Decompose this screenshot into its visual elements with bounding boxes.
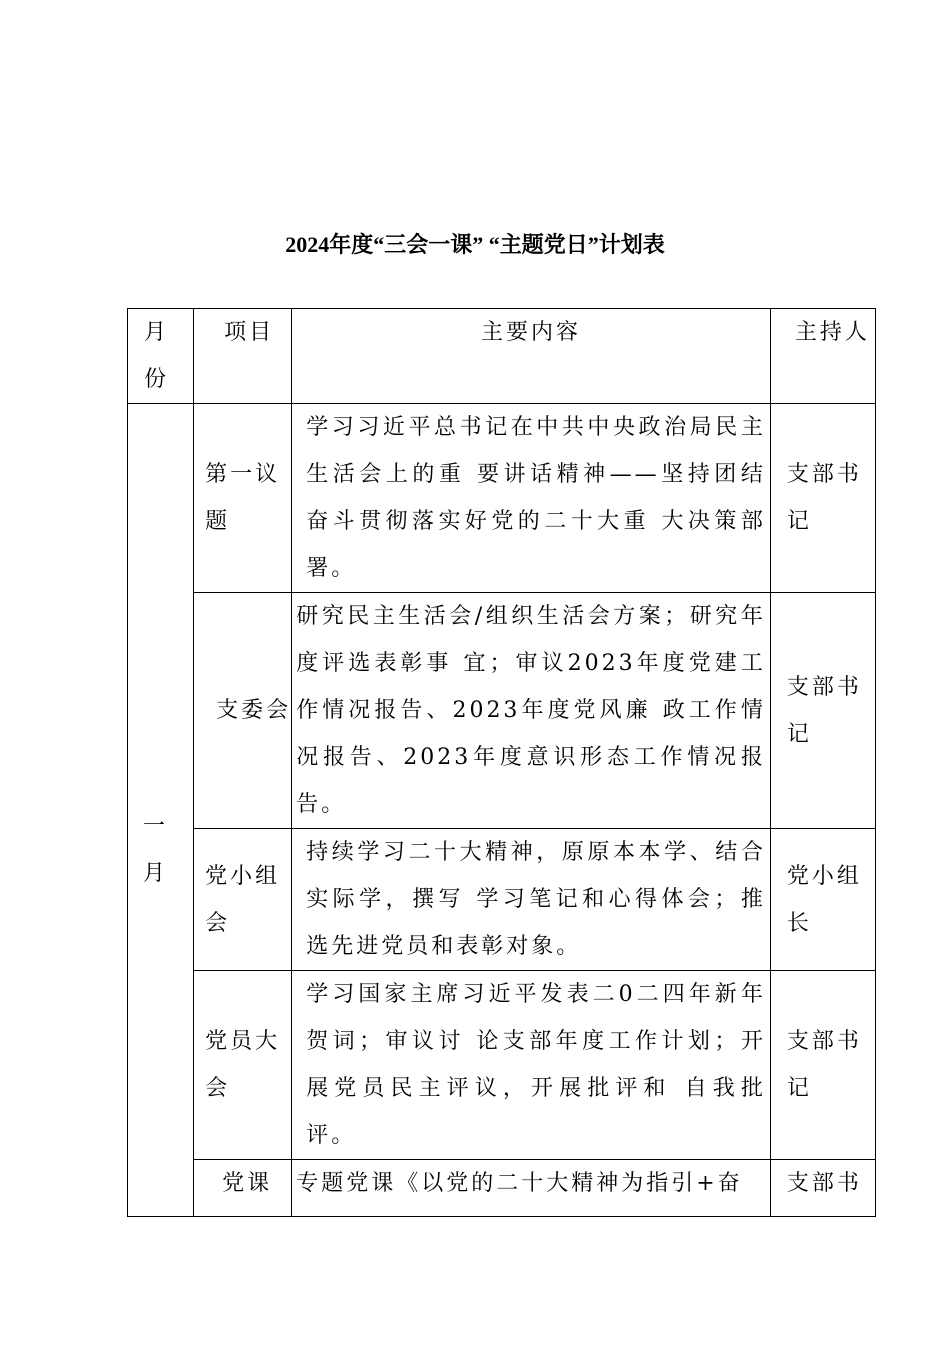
- header-item: 项目: [194, 309, 292, 404]
- host-cell: 支部书: [770, 1160, 875, 1217]
- content-cell: 研究民主生活会/组织生活会方案；研究年度评选表彰事 宜；审议2023年度党建工作情况报告、2023年度党风廉 政工作情况报告、2023年度意识形态工作情况报告。: [292, 593, 771, 829]
- item-cell: 党员大会: [194, 971, 292, 1160]
- table-row: [128, 593, 876, 829]
- header-content: 主要内容: [292, 309, 771, 404]
- month-cell: [128, 404, 194, 1217]
- header-month: 月份: [128, 309, 194, 404]
- host-cell: 支部书记: [770, 593, 875, 829]
- item-cell: 党课: [194, 1160, 292, 1217]
- month-label: 一 月: [143, 814, 169, 886]
- item-cell: 支委会: [194, 593, 292, 829]
- plan-table: [127, 308, 876, 1217]
- content-cell: 学习国家主席习近平发表二0二四年新年贺词；审议讨 论支部年度工作计划；开展党员民主评议，开展批评和 自我批评。: [292, 971, 771, 1160]
- item-cell: 第一议题: [194, 404, 292, 593]
- host-cell: 党小组长: [770, 829, 875, 971]
- content-cell: 学习习近平总书记在中共中央政治局民主生活会上的重 要讲话精神——坚持团结奋斗贯彻落实好党的二十大重 大决策部署。: [292, 404, 771, 593]
- table-row: [128, 1160, 876, 1217]
- content-cell: 持续学习二十大精神，原原本本学、结合实际学，撰写 学习笔记和心得体会；推选先进党员和表彰对象。: [292, 829, 771, 971]
- table-row: [128, 971, 876, 1160]
- document-title: 2024年度“三会一课” “主题党日”计划表: [285, 232, 665, 257]
- host-cell: 支部书记: [770, 971, 875, 1160]
- header-host: 主持人: [770, 309, 875, 404]
- content-cell: 专题党课《以党的二十大精神为指引+奋: [292, 1160, 771, 1217]
- table-row: [128, 404, 876, 593]
- table-row: [128, 829, 876, 971]
- item-cell: 党小组会: [194, 829, 292, 971]
- table-header-row: [128, 309, 876, 404]
- host-cell: 支部书记: [770, 404, 875, 593]
